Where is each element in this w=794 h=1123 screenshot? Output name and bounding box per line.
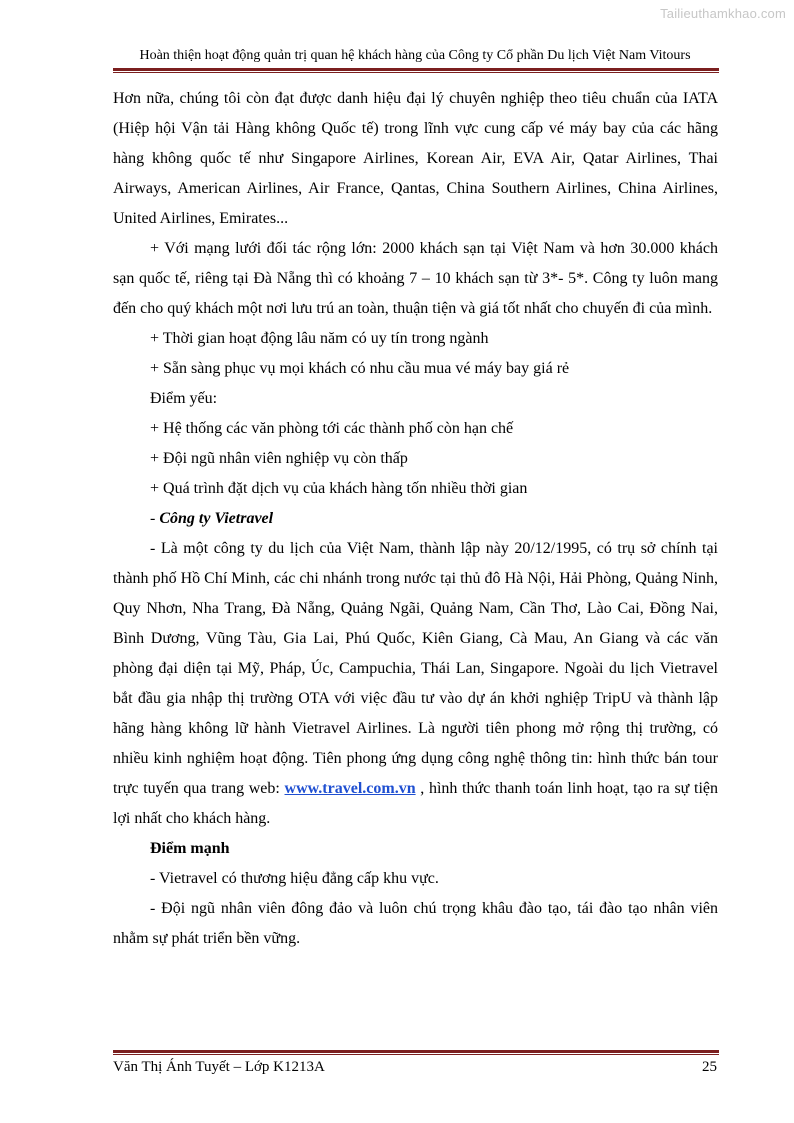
- document-body: [113, 84, 718, 954]
- page-header-title: Hoàn thiện hoạt động quản trị quan hệ khách hàng của Công ty Cổ phần Du lịch Việt Nam Vitours: [139, 48, 691, 63]
- vietravel-website-link[interactable]: www.travel.com.vn: [284, 780, 416, 797]
- header-rule: [113, 68, 719, 71]
- list-item-flight-tickets: + Sẵn sàng phục vụ mọi khách có nhu cầu mua vé máy bay giá rẻ: [150, 360, 570, 377]
- strength-staff: - Đội ngũ nhân viên đông đảo và luôn chú trọng khâu đào tạo, tái đào tạo nhân viên nhằm sự phát triển bền vững.: [113, 900, 718, 947]
- footer-rule-thin: [113, 1054, 719, 1055]
- paragraph-vietravel-text: - Là một công ty du lịch của Việt Nam, thành lập này 20/12/1995, có trụ sở chính tại thành phố Hồ Chí Minh, các chi nhánh trong nước tại thủ đô Hà Nội, Hải Phòng, Quảng Ninh, Quy Nhơn, Nha Trang, Đà Nẵng, Quảng Ngãi, Quảng Nam, Cần Thơ, Lào Cai, Đồng Nai, Bình Dương, Vũng Tàu, Gia Lai, Phú Quốc, Kiên Giang, Cà Mau, An Giang và các văn phòng đại diện tại Mỹ, Pháp, Úc, Campuchia, Thái Lan, Singapore. Ngoài du lịch Vietravel bắt đầu gia nhập thị trường OTA với việc đầu tư vào dự án khởi nghiệp TripU và thành lập hãng hàng không lữ hành Vietravel Airlines. Là người tiên phong mở rộng thị trường, có nhiều kinh nghiệm hoạt động. Tiên phong ứng dụng công nghệ thông tin: hình thức bán tour trực tuyến qua trang web:: [113, 540, 718, 797]
- list-item-offices: + Hệ thống các văn phòng tới các thành phố còn hạn chế: [150, 420, 514, 437]
- weakness-heading: Điểm yếu:: [150, 390, 218, 407]
- company-heading-prefix: -: [150, 510, 160, 527]
- list-item-staff: + Đội ngũ nhân viên nghiệp vụ còn thấp: [150, 450, 408, 467]
- footer-rule: [113, 1050, 719, 1053]
- strength-brand: - Vietravel có thương hiệu đẳng cấp khu vực.: [150, 870, 439, 887]
- paragraph-vietravel-tail: , hình thức thanh toán linh hoạt, tạo ra sự tiện lợi nhất cho khách hàng.: [113, 780, 719, 827]
- header-rule-thin: [113, 72, 719, 73]
- paragraph-hotel-network: + Với mạng lưới đối tác rộng lớn: 2000 khách sạn tại Việt Nam và hơn 30.000 khách sạn quốc tế, riêng tại Đà Nẵng thì có khoảng 7 – 10 khách sạn từ 3*- 5*. Công ty luôn mang đến cho quý khách một nơi lưu trú an toàn, thuận tiện và giá tốt nhất cho chuyến đi của mình.: [113, 240, 718, 317]
- company-name: Công ty Vietravel: [159, 510, 274, 527]
- page-number: 25: [702, 1059, 717, 1075]
- list-item-experience: + Thời gian hoạt động lâu năm có uy tín trong ngành: [150, 330, 489, 347]
- watermark: Tailieuthamkhao.com: [660, 6, 786, 21]
- strengths-heading: Điểm mạnh: [150, 840, 230, 857]
- paragraph-iata: Hơn nữa, chúng tôi còn đạt được danh hiệu đại lý chuyên nghiệp theo tiêu chuẩn của IATA (Hiệp hội Vận tải Hàng không Quốc tế) trong lĩnh vực cung cấp vé máy bay của các hãng hàng không quốc tế như Singapore Airlines, Korean Air, EVA Air, Qatar Airlines, Thai Airways, American Airlines, Air France, Qantas, China Southern Airlines, China Airlines, United Airlines, Emirates...: [113, 90, 718, 227]
- footer-author: Văn Thị Ánh Tuyết – Lớp K1213A: [113, 1059, 325, 1075]
- paragraph-vietravel: [113, 534, 718, 834]
- company-heading: [113, 504, 718, 534]
- list-item-booking-time: + Quá trình đặt dịch vụ của khách hàng tốn nhiều thời gian: [150, 480, 528, 497]
